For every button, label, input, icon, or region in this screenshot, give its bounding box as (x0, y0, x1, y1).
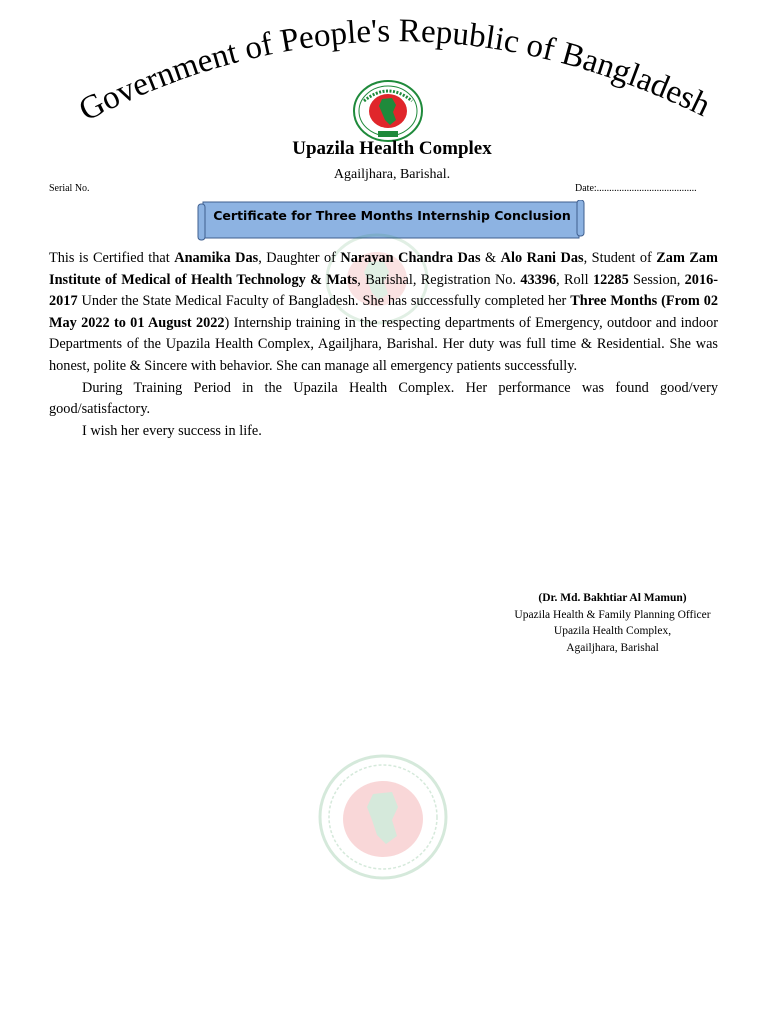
internship-duration: Three Months (570, 293, 658, 310)
government-title: Government of People's Republic of Bangladesh (73, 13, 716, 129)
roll-number: 12285 (592, 271, 629, 288)
signatory-location: Agailjhara, Barishal (566, 641, 659, 654)
registration-number: 43396 (520, 271, 557, 288)
student-name: Anamika Das (174, 250, 259, 266)
certificate-title: Certificate for Three Months Internship Conclusion (213, 208, 571, 223)
institution-address: Agailjhara, Barishal. (333, 167, 451, 182)
body-paragraph-3: I wish her every success in life. (82, 422, 262, 439)
signatory-designation: Upazila Health & Family Planning Officer (514, 608, 711, 621)
institution-name: Upazila Health Complex (292, 138, 492, 159)
signatory-name: (Dr. Md. Bakhtiar Al Mamun) (538, 592, 687, 604)
internship-period: (From 02 May 2022 to 01 August 2022 (49, 293, 718, 331)
body-paragraph-2: During Training Period in the Upazila Health Complex. Her performance was found good/very good/satisfactory. (49, 379, 718, 418)
serial-label: Serial No. (49, 183, 90, 194)
bangladesh-seal-icon (352, 79, 424, 143)
bottom-watermark-seal-icon (316, 752, 450, 882)
session: 2016-2017 (49, 271, 719, 310)
signatory-office: Upazila Health Complex, (553, 625, 672, 637)
body-paragraph-1: This is Certified that Anamika Das, Daughter of Narayan Chandra Das & Alo Rani Das, Student of Zam Zam Institute of Medical of Health Technology & Mats, Barishal, Registration No. 43396, Roll 12285 Session, 2016-2017 Under the State Medical Faculty of Bangladesh. She has successfully completed her Three Months (From 02 May 2022 to 01 August 2022) Internship training in the respecting departments of Emergency, outdoor and indoor Departments of the Upazila Health Complex, Agailjhara, Barishal. Her duty was full time & Residential. She was honest, polite & Sincere with behavior. She can manage all emergency patients successfully. (49, 250, 719, 374)
date-label: Date:........................................ (575, 183, 697, 194)
certificate-body (49, 248, 718, 442)
mother-name: Alo Rani Das (500, 250, 584, 266)
institute-name: Zam Zam Institute of Medical of Health Technology & Mats (49, 250, 718, 288)
father-name: Narayan Chandra Das (340, 250, 481, 266)
signature-block (490, 590, 735, 656)
